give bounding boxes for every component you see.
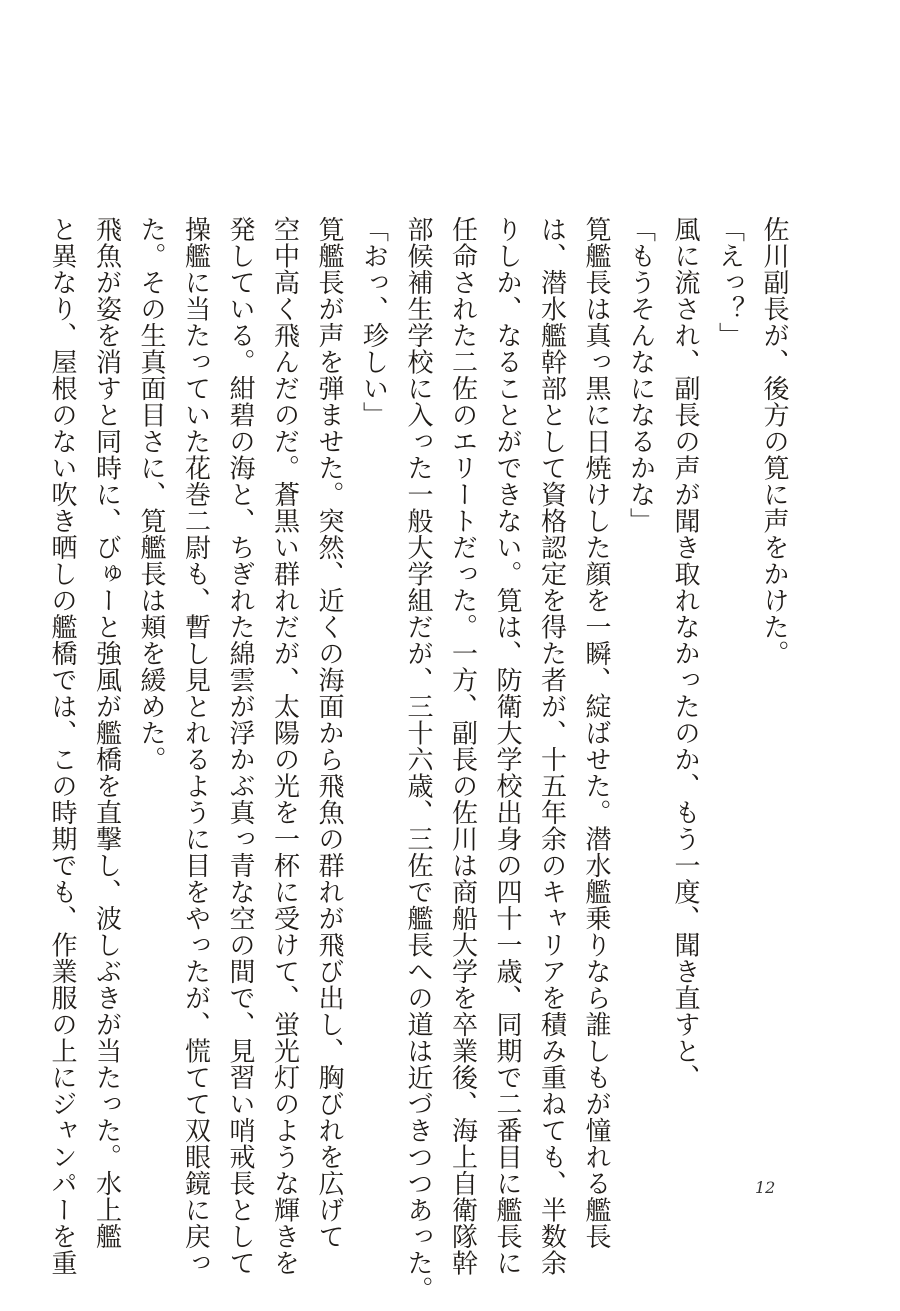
text-line: と異なり、屋根のない吹き晒しの艦橋では、この時期でも、作業服の上にジャンパーを重 bbox=[47, 216, 77, 1276]
text-line: た。その生真面目さに、筧艦長は頬を緩めた。 bbox=[136, 216, 166, 773]
text-line: 「えっ？」 bbox=[714, 216, 745, 349]
text-line: 佐川副長が、後方の筧に声をかけた。 bbox=[759, 216, 789, 667]
text-line: 飛魚が姿を消すと同時に、びゅーと強風が艦橋を直撃し、波しぶきが当たった。水上艦 bbox=[91, 216, 122, 1250]
text-line: 筧艦長は真っ黒に日焼けした顔を一瞬、綻ばせた。潜水艦乗りなら誰しもが憧れる艦長 bbox=[581, 216, 611, 1250]
text-line: 発している。紺碧の海と、ちぎれた綿雲が浮かぶ真っ青な空の間で、見習い哨戒長として bbox=[225, 216, 255, 1276]
text-line: 任命された二佐のエリートだった。一方、副長の佐川は商船大学を卒業後、海上自衛隊幹 bbox=[447, 216, 478, 1276]
text-line: 「おっ、珍しい」 bbox=[358, 216, 389, 428]
text-line: 部候補生学校に入った一般大学組だが、三十六歳、三佐で艦長への道は近づきつつあった。 bbox=[403, 216, 433, 1303]
text-line: 風に流され、副長の声が聞き取れなかったのか、もう一度、聞き直すと、 bbox=[670, 216, 700, 1091]
text-line: りしか、なることができない。筧は、防衛大学校出身の四十一歳、同期で二番目に艦長に bbox=[492, 216, 522, 1276]
text-line: 空中高く飛んだのだ。蒼黒い群れだが、太陽の光を一杯に受けて、蛍光灯のような輝きを bbox=[269, 216, 300, 1276]
text-line: 操艦に当たっていた花巻二尉も、暫し見とれるように目をやったが、慌てて双眼鏡に戻っ bbox=[180, 216, 211, 1276]
text-line: 筧艦長が声を弾ませた。突然、近くの海面から飛魚の群れが飛び出し、胸びれを広げて bbox=[314, 216, 344, 1250]
text-line: は、潜水艦幹部として資格認定を得た者が、十五年余のキャリアを積み重ねても、半数余 bbox=[536, 216, 567, 1276]
page-number: 12 bbox=[755, 1178, 776, 1197]
text-line: 「もうそんなになるかな」 bbox=[625, 216, 656, 534]
